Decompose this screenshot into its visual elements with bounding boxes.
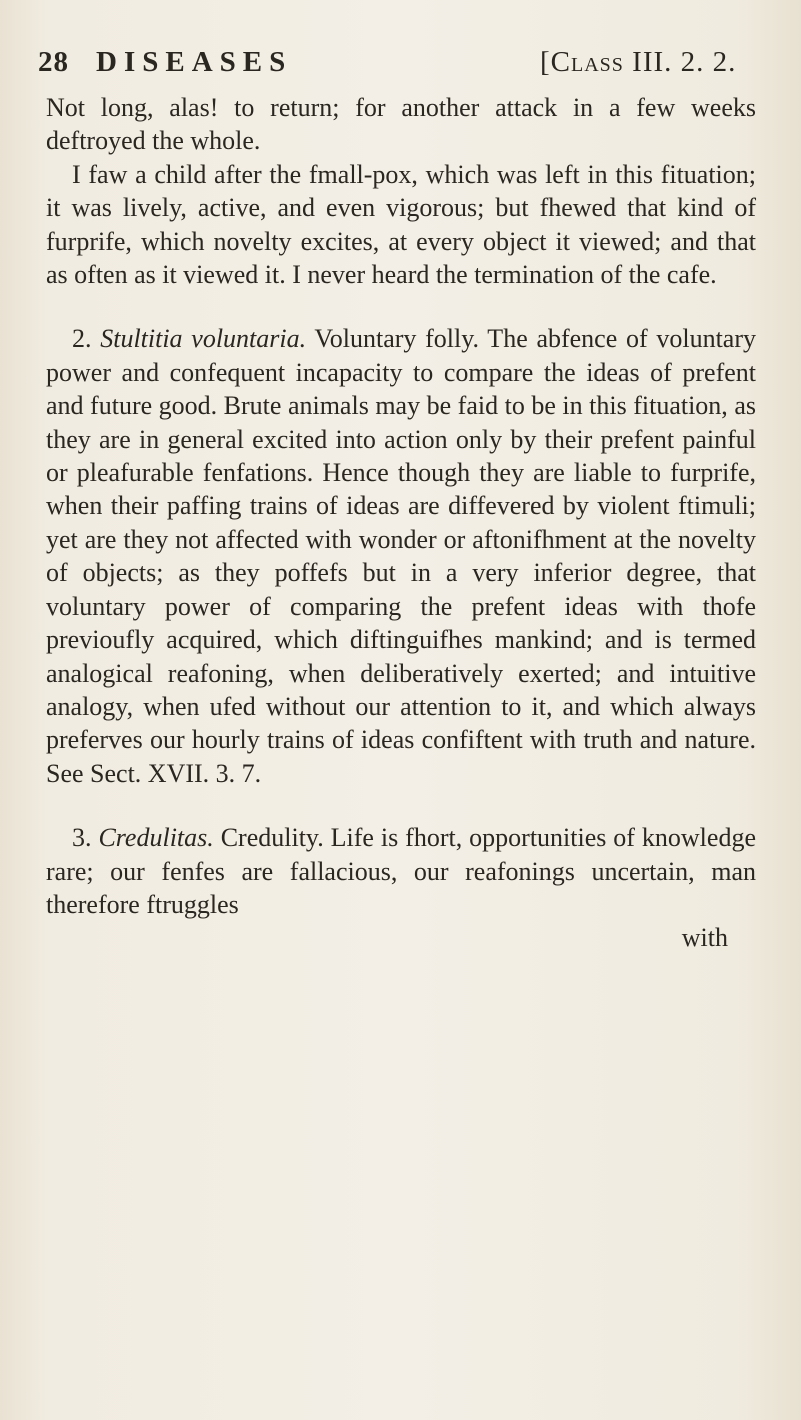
section-number: 3.	[72, 823, 92, 853]
class-reference-number: III. 2. 2.	[623, 46, 737, 78]
class-reference-bracket: [	[540, 46, 551, 78]
class-reference-word: Class	[550, 46, 624, 78]
page-number: 28	[38, 46, 69, 78]
section-number: 2.	[72, 324, 92, 354]
latin-term: Credulitas.	[98, 823, 214, 853]
paragraph-text: Voluntary folly. The abfence of voluntary power and confequent incapacity to compare the ideas of prefent and future good. Brute animals may be faid to be in this fituation, as they are in general excited into action only by their prefent painful or pleafurable fenfations. Hence though they are liable to furprife, when their paffing trains of ideas are diffevered by violent ftimuli; yet are they not affected with wonder or aftonifhment at the novelty of objects; as they poffefs but in a very inferior degree, that voluntary power of comparing the prefent ideas with thofe previoufly acquired, which diftinguifhes mankind; and is termed analogical reafoning, when deliberatively exerted; and intuitive analogy, when ufed without our attention to it, and which always preferves our hourly trains of ideas confiftent with truth and nature. See Sect. XVII. 3. 7.	[46, 324, 757, 788]
paragraph-4	[46, 821, 756, 921]
page-header	[38, 46, 768, 86]
class-reference	[540, 46, 736, 79]
paragraph-2: I faw a child after the fmall-pox, which was left in this fituation; it was lively, active, and even vigorous; but fhewed that kind of furprife, which novelty excites, at every object it viewed; and that as often as it viewed it. I never heard the termination of the cafe.	[46, 159, 756, 290]
body-text	[46, 91, 756, 955]
paragraph-1: Not long, alas! to return; for another attack in a few weeks deftroyed the whole.	[46, 93, 756, 156]
paragraph-text: Credulity. Life is fhort, opportunities of knowledge rare; our fenfes are fallacious, our reafonings uncertain, man therefore ftruggles	[46, 823, 756, 919]
latin-term: Stultitia voluntaria.	[100, 324, 307, 354]
catchword: with	[681, 923, 728, 953]
paragraph-3	[46, 322, 756, 790]
running-title: DISEASES	[96, 46, 293, 78]
